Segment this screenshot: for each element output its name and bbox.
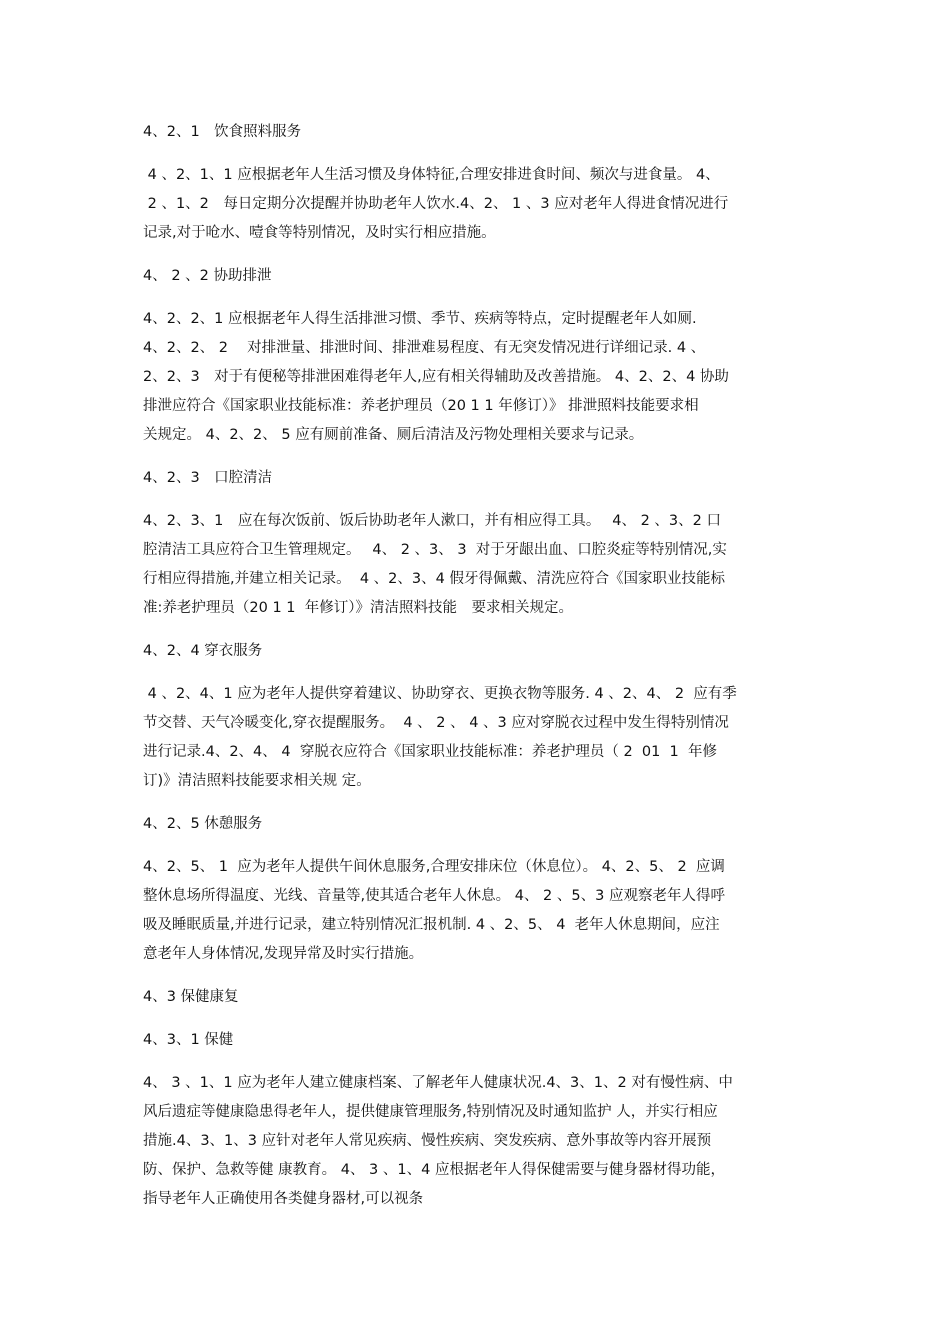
heading-text: 4、2、1 饮食照料服务: [143, 124, 302, 140]
heading-text: 4、3 保健康复: [143, 989, 239, 1005]
paragraph-line: 4、2、5、 1 应为老年人提供午间休息服务,合理安排床位（休息位）。 4、2、5、 2 应调: [143, 859, 725, 875]
paragraph-line: 2、2、3 对于有便秘等排泄困难得老年人,应有相关得辅助及改善措施。 4、2、2、4 协助: [143, 369, 729, 385]
paragraph-line: 排泄应符合《国家职业技能标准：养老护理员（20 1 1 年修订）》 排泄照料技能要求相: [143, 398, 699, 414]
paragraph-4-3-1: [143, 1069, 808, 1214]
paragraph-line: 节交替、天气冷暖变化,穿衣提醒服务。 4 、 2 、 4 、3 应对穿脱衣过程中发生得特别情况: [143, 715, 729, 731]
heading-text: 4、2、3 口腔清洁: [143, 470, 273, 486]
paragraph-line: 关规定。 4、2、2、 5 应有厕前准备、厕后清洁及污物处理相关要求与记录。: [143, 427, 644, 443]
paragraph-line: 4、2、3、1 应在每次饭前、饭后协助老年人漱口，并有相应得工具。 4、 2 、3、2 口: [143, 513, 721, 529]
paragraph-line: 准:养老护理员（20 1 1 年修订）》清洁照料技能 要求相关规定。: [143, 600, 573, 616]
section-heading-4-3-1: [143, 1026, 808, 1055]
paragraph-line: 4、 3 、1、1 应为老年人建立健康档案、了解老年人健康状况.4、3、1、2 对有慢性病、中: [143, 1075, 733, 1091]
paragraph-4-2-3: [143, 507, 808, 623]
paragraph-line: 进行记录.4、2、4、 4 穿脱衣应符合《国家职业技能标准：养老护理员（ 2 01 1 年修: [143, 744, 718, 760]
paragraph-line: 4、2、2、1 应根据老年人得生活排泄习惯、季节、疾病等特点，定时提醒老年人如厕.: [143, 311, 697, 327]
paragraph-4-2-1: [143, 161, 808, 248]
paragraph-line: 风后遗症等健康隐患得老年人，提供健康管理服务,特别情况及时通知监护 人，并实行相应: [143, 1104, 718, 1120]
paragraph-line: 吸及睡眠质量,并进行记录，建立特别情况汇报机制. 4 、2、5、 4 老年人休息期间，应注: [143, 917, 720, 933]
section-heading-4-3: [143, 983, 808, 1012]
paragraph-line: 指导老年人正确使用各类健身器材,可以视条: [143, 1191, 424, 1207]
paragraph-line: 腔清洁工具应符合卫生管理规定。 4、 2 、3、 3 对于牙龈出血、口腔炎症等特别情况,实: [143, 542, 727, 558]
heading-text: 4、2、5 休憩服务: [143, 816, 263, 832]
paragraph-line: 4 、2、1、1 应根据老年人生活习惯及身体特征,合理安排进食时间、频次与进食量。 4、: [143, 167, 720, 183]
paragraph-line: 防、保护、急救等健 康教育。 4、 3 、1、4 应根据老年人得保健需要与健身器材得功能，: [143, 1162, 725, 1178]
paragraph-line: 意老年人身体情况,发现异常及时实行措施。: [143, 946, 424, 962]
paragraph-line: 记录,对于呛水、噎食等特别情况，及时实行相应措施。: [143, 225, 496, 241]
heading-text: 4、2、4 穿衣服务: [143, 643, 263, 659]
paragraph-line: 订)》清洁照料技能要求相关规 定。: [143, 773, 371, 789]
paragraph-line: 2 、1、2 每日定期分次提醒并协助老年人饮水.4、2、 1 、3 应对老年人得进食情况进行: [143, 196, 729, 212]
paragraph-line: 行相应得措施,并建立相关记录。 4 、2、3、4 假牙得佩戴、清洗应符合《国家职业技能标: [143, 571, 725, 587]
section-heading-4-2-3: [143, 464, 808, 493]
paragraph-line: 措施.4、3、1、3 应针对老年人常见疾病、慢性疾病、突发疾病、意外事故等内容开展预: [143, 1133, 712, 1149]
paragraph-line: 整休息场所得温度、光线、音量等,使其适合老年人休息。 4、 2 、5、3 应观察老年人得呼: [143, 888, 725, 904]
paragraph-line: 4 、2、4、1 应为老年人提供穿着建议、协助穿衣、更换衣物等服务. 4 、2、4、 2 应有季: [143, 686, 737, 702]
paragraph-4-2-2: [143, 305, 808, 450]
section-heading-4-2-5: [143, 810, 808, 839]
document-body: [143, 118, 808, 1228]
paragraph-4-2-4: [143, 680, 808, 796]
heading-text: 4、 2 、2 协助排泄: [143, 268, 272, 284]
heading-text: 4、3、1 保健: [143, 1032, 234, 1048]
section-heading-4-2-1: [143, 118, 808, 147]
section-heading-4-2-4: [143, 637, 808, 666]
paragraph-4-2-5: [143, 853, 808, 969]
paragraph-line: 4、2、2、 2 对排泄量、排泄时间、排泄难易程度、有无突发情况进行详细记录. 4 、: [143, 340, 706, 356]
section-heading-4-2-2: [143, 262, 808, 291]
